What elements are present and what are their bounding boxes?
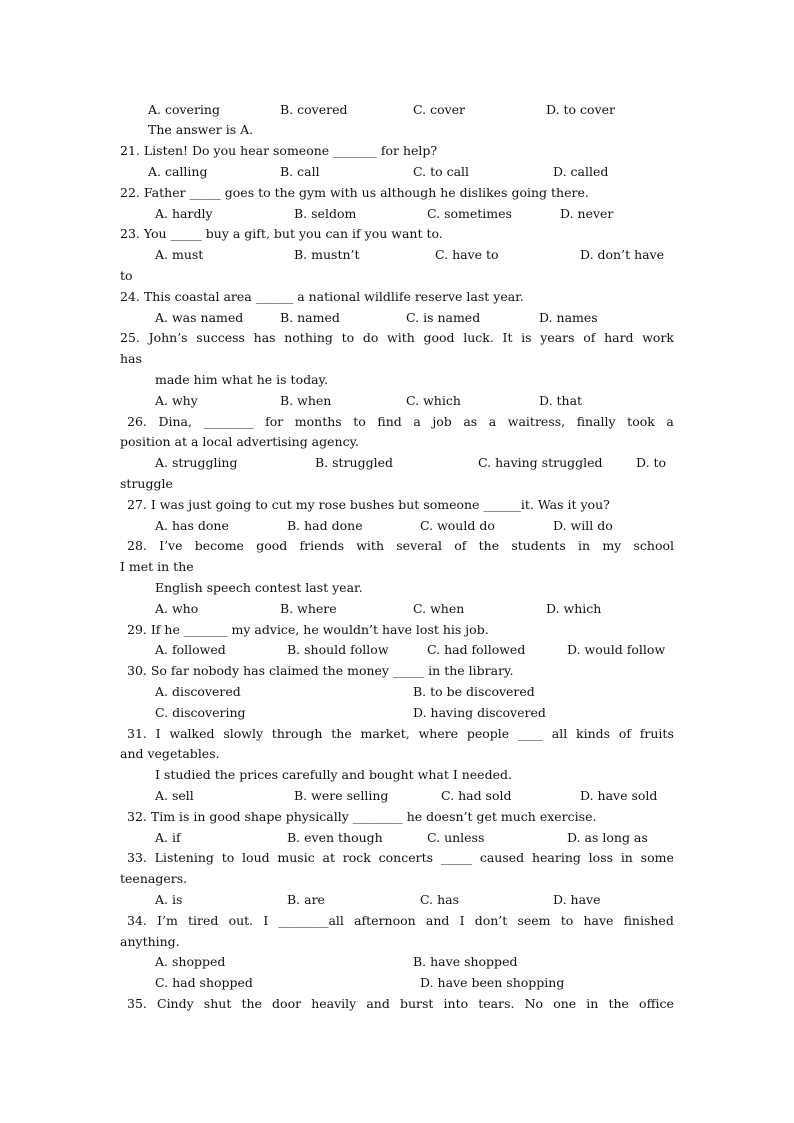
stem-word: school xyxy=(633,538,674,553)
stem-word: have xyxy=(583,913,614,928)
stem-word: Dina, xyxy=(158,414,192,429)
q26-option-d-wrap: struggle xyxy=(120,476,173,491)
stem-word: loss xyxy=(588,850,614,865)
stem-word: luck. xyxy=(463,330,494,345)
stem-word: nothing xyxy=(284,330,333,345)
q20-option-c: C. cover xyxy=(413,102,466,117)
stem-word: several xyxy=(396,538,442,553)
q32-stem: 32. Tim is in good shape physically ________ he doesn’t get much exercise. xyxy=(127,809,597,824)
q26-stem-cont: position at a local advertising agency. xyxy=(120,434,359,449)
q27-stem: 27. I was just going to cut my rose bushes but someone ______it. Was it you? xyxy=(127,497,610,512)
stem-word: took xyxy=(627,414,655,429)
q27-option-a: A. has done xyxy=(155,518,229,533)
q24-stem: 24. This coastal area ______ a national wildlife reserve last year. xyxy=(120,289,524,304)
q21-stem: 21. Listen! Do you hear someone _______ for help? xyxy=(120,143,438,158)
q25-stem-wrap: has xyxy=(120,351,142,366)
q35-stem xyxy=(127,996,674,1011)
stem-word: months xyxy=(294,414,342,429)
q31-option-c: C. had sold xyxy=(441,788,512,803)
stem-word: and xyxy=(366,996,390,1011)
stem-word: of xyxy=(583,330,596,345)
stem-word: become xyxy=(194,538,244,553)
stem-word: caused xyxy=(479,850,525,865)
q30-option-d: D. having discovered xyxy=(413,705,546,720)
q26-option-a: A. struggling xyxy=(155,455,238,470)
stem-word: out. xyxy=(228,913,254,928)
q29-option-b: B. should follow xyxy=(287,642,389,657)
stem-word: good xyxy=(423,330,455,345)
stem-word: I xyxy=(263,913,269,928)
stem-word: kinds xyxy=(576,726,611,741)
q30-option-c: C. discovering xyxy=(155,705,246,720)
stem-word: ________all xyxy=(278,913,344,928)
q21-option-b: B. call xyxy=(280,164,320,179)
q33-stem-wrap: teenagers. xyxy=(120,871,188,886)
stem-word: hearing xyxy=(531,850,581,865)
q34-stem-wrap: anything. xyxy=(120,934,180,949)
stem-word: in xyxy=(578,538,591,553)
stem-word: to xyxy=(560,913,574,928)
stem-word: one xyxy=(553,996,577,1011)
q34-option-b: B. have shopped xyxy=(413,954,518,969)
stem-word: waitress, xyxy=(507,414,566,429)
stem-word: seem xyxy=(517,913,551,928)
q27-option-d: D. will do xyxy=(553,518,613,533)
stem-word: tired xyxy=(188,913,219,928)
stem-word: has xyxy=(253,330,276,345)
q20-option-d: D. to cover xyxy=(546,102,616,117)
stem-word: in xyxy=(586,996,599,1011)
stem-word: heavily xyxy=(311,996,357,1011)
stem-word: some xyxy=(640,850,674,865)
stem-word: market, xyxy=(360,726,410,741)
q31-stem-wrap: and vegetables. xyxy=(120,746,220,761)
q28-stem-cont: English speech contest last year. xyxy=(155,580,363,595)
stem-word: with xyxy=(387,330,415,345)
stem-word: 34. xyxy=(127,913,147,928)
stem-word: find xyxy=(377,414,402,429)
stem-word: people xyxy=(466,726,510,741)
stem-word: all xyxy=(551,726,568,741)
q28-stem xyxy=(127,538,674,553)
stem-word: to xyxy=(221,850,235,865)
stem-word: a xyxy=(666,414,674,429)
stem-word: walked xyxy=(169,726,215,741)
stem-word: Listening xyxy=(154,850,214,865)
q34-stem xyxy=(127,913,674,928)
stem-word: a xyxy=(413,414,421,429)
stem-word: and xyxy=(425,913,450,928)
stem-word: job xyxy=(432,414,452,429)
q25-option-b: B. when xyxy=(280,393,332,408)
q21-option-c: C. to call xyxy=(413,164,470,179)
stem-word: fruits xyxy=(639,726,674,741)
stem-word: students xyxy=(511,538,566,553)
stem-word: 33. xyxy=(127,850,147,865)
q23-option-d: D. don’t have xyxy=(580,247,665,262)
stem-word: 25. xyxy=(120,330,140,345)
stem-word: the xyxy=(608,996,629,1011)
stem-word: burst xyxy=(399,996,434,1011)
q32-option-c: C. unless xyxy=(427,830,485,845)
q31-stem xyxy=(127,726,674,741)
q20-option-a: A. covering xyxy=(148,102,220,117)
stem-word: rock xyxy=(342,850,371,865)
stem-word: music xyxy=(277,850,315,865)
stem-word: don’t xyxy=(474,913,508,928)
stem-word: I xyxy=(155,726,161,741)
q24-option-c: C. is named xyxy=(406,310,481,325)
q27-option-b: B. had done xyxy=(287,518,363,533)
stem-word: my xyxy=(602,538,622,553)
q29-option-a: A. followed xyxy=(155,642,226,657)
q31-option-a: A. sell xyxy=(155,788,194,803)
q25-stem xyxy=(120,330,674,345)
stem-word: ________ xyxy=(203,414,254,429)
stem-word: 35. xyxy=(127,996,147,1011)
stem-word: in xyxy=(620,850,633,865)
stem-word: It xyxy=(502,330,513,345)
stem-word: office xyxy=(639,996,674,1011)
stem-word: hard xyxy=(604,330,634,345)
q23-option-d-wrap: to xyxy=(120,268,133,283)
q23-option-c: C. have to xyxy=(435,247,499,262)
q23-option-a: A. must xyxy=(155,247,204,262)
stem-word: Cindy xyxy=(157,996,194,1011)
q25-option-d: D. that xyxy=(539,393,583,408)
q20-answer: The answer is A. xyxy=(148,122,254,137)
q28-option-d: D. which xyxy=(546,601,602,616)
stem-word: slowly xyxy=(223,726,264,741)
q21-option-a: A. calling xyxy=(148,164,208,179)
q33-option-a: A. is xyxy=(155,892,183,907)
q21-option-d: D. called xyxy=(553,164,609,179)
q20-option-b: B. covered xyxy=(280,102,348,117)
q26-stem xyxy=(127,414,674,429)
q23-option-b: B. mustn’t xyxy=(294,247,360,262)
q32-option-b: B. even though xyxy=(287,830,383,845)
q22-option-d: D. never xyxy=(560,206,614,221)
q22-option-c: C. sometimes xyxy=(427,206,512,221)
stem-word: _____ xyxy=(440,850,473,865)
stem-word: friends xyxy=(299,538,344,553)
stem-word: No xyxy=(524,996,544,1011)
q32-option-a: A. if xyxy=(155,830,181,845)
q29-stem: 29. If he _______ my advice, he wouldn’t have lost his job. xyxy=(127,622,489,637)
stem-word: is xyxy=(521,330,532,345)
q31-option-b: B. were selling xyxy=(294,788,389,803)
stem-word: door xyxy=(272,996,302,1011)
q28-option-a: A. who xyxy=(155,601,199,616)
q34-option-a: A. shopped xyxy=(155,954,226,969)
stem-word: of xyxy=(618,726,631,741)
q33-option-b: B. are xyxy=(287,892,325,907)
q27-option-c: C. would do xyxy=(420,518,495,533)
stem-word: 28. xyxy=(127,538,147,553)
stem-word: into xyxy=(443,996,469,1011)
stem-word: I’m xyxy=(157,913,178,928)
q24-option-a: A. was named xyxy=(155,310,244,325)
stem-word: finally xyxy=(576,414,616,429)
stem-word: where xyxy=(418,726,459,741)
q30-stem: 30. So far nobody has claimed the money _____ in the library. xyxy=(127,663,514,678)
q28-option-b: B. where xyxy=(280,601,337,616)
stem-word: concerts xyxy=(378,850,434,865)
stem-word: success xyxy=(196,330,245,345)
stem-word: a xyxy=(488,414,497,429)
q32-option-d: D. as long as xyxy=(567,830,648,845)
stem-word: finished xyxy=(623,913,674,928)
q26-option-d: D. to xyxy=(636,455,667,470)
stem-word: loud xyxy=(242,850,270,865)
q31-option-d: D. have sold xyxy=(580,788,658,803)
q25-option-c: C. which xyxy=(406,393,461,408)
stem-word: John’s xyxy=(148,330,188,345)
q22-option-b: B. seldom xyxy=(294,206,357,221)
stem-word: with xyxy=(356,538,385,553)
stem-word: shut xyxy=(203,996,232,1011)
stem-word: the xyxy=(241,996,262,1011)
q28-stem-wrap: I met in the xyxy=(120,559,194,574)
stem-word: work xyxy=(642,330,674,345)
q30-option-a: A. discovered xyxy=(155,684,241,699)
q22-stem: 22. Father _____ goes to the gym with us although he dislikes going there. xyxy=(120,185,589,200)
stem-word: I’ve xyxy=(159,538,183,553)
stem-word: the xyxy=(331,726,352,741)
stem-word: of xyxy=(454,538,467,553)
q26-option-b: B. struggled xyxy=(315,455,393,470)
q33-stem xyxy=(127,850,674,865)
q26-option-c: C. having struggled xyxy=(478,455,603,470)
stem-word: to xyxy=(353,414,366,429)
q24-option-d: D. names xyxy=(539,310,598,325)
stem-word: 31. xyxy=(127,726,147,741)
stem-word: tears. xyxy=(478,996,515,1011)
q33-option-c: C. has xyxy=(420,892,459,907)
stem-word: 26. xyxy=(127,414,147,429)
stem-word: the xyxy=(478,538,500,553)
stem-word: to xyxy=(341,330,355,345)
q31-stem-cont: I studied the prices carefully and bought what I needed. xyxy=(155,767,512,782)
stem-word: ____ xyxy=(517,726,543,741)
stem-word: afternoon xyxy=(354,913,416,928)
q28-option-c: C. when xyxy=(413,601,465,616)
stem-word: good xyxy=(256,538,288,553)
q29-option-c: C. had followed xyxy=(427,642,526,657)
stem-word: years xyxy=(540,330,575,345)
stem-word: as xyxy=(463,414,478,429)
q25-option-a: A. why xyxy=(155,393,198,408)
q34-option-c: C. had shopped xyxy=(155,975,253,990)
q29-option-d: D. would follow xyxy=(567,642,666,657)
q23-stem: 23. You _____ buy a gift, but you can if you want to. xyxy=(120,226,443,241)
stem-word: through xyxy=(271,726,323,741)
q25-stem-cont: made him what he is today. xyxy=(155,372,328,387)
stem-word: I xyxy=(459,913,465,928)
stem-word: do xyxy=(362,330,379,345)
q30-option-b: B. to be discovered xyxy=(413,684,535,699)
q22-option-a: A. hardly xyxy=(155,206,213,221)
q34-option-d: D. have been shopping xyxy=(420,975,565,990)
q33-option-d: D. have xyxy=(553,892,601,907)
stem-word: at xyxy=(322,850,335,865)
q24-option-b: B. named xyxy=(280,310,340,325)
stem-word: for xyxy=(265,414,284,429)
